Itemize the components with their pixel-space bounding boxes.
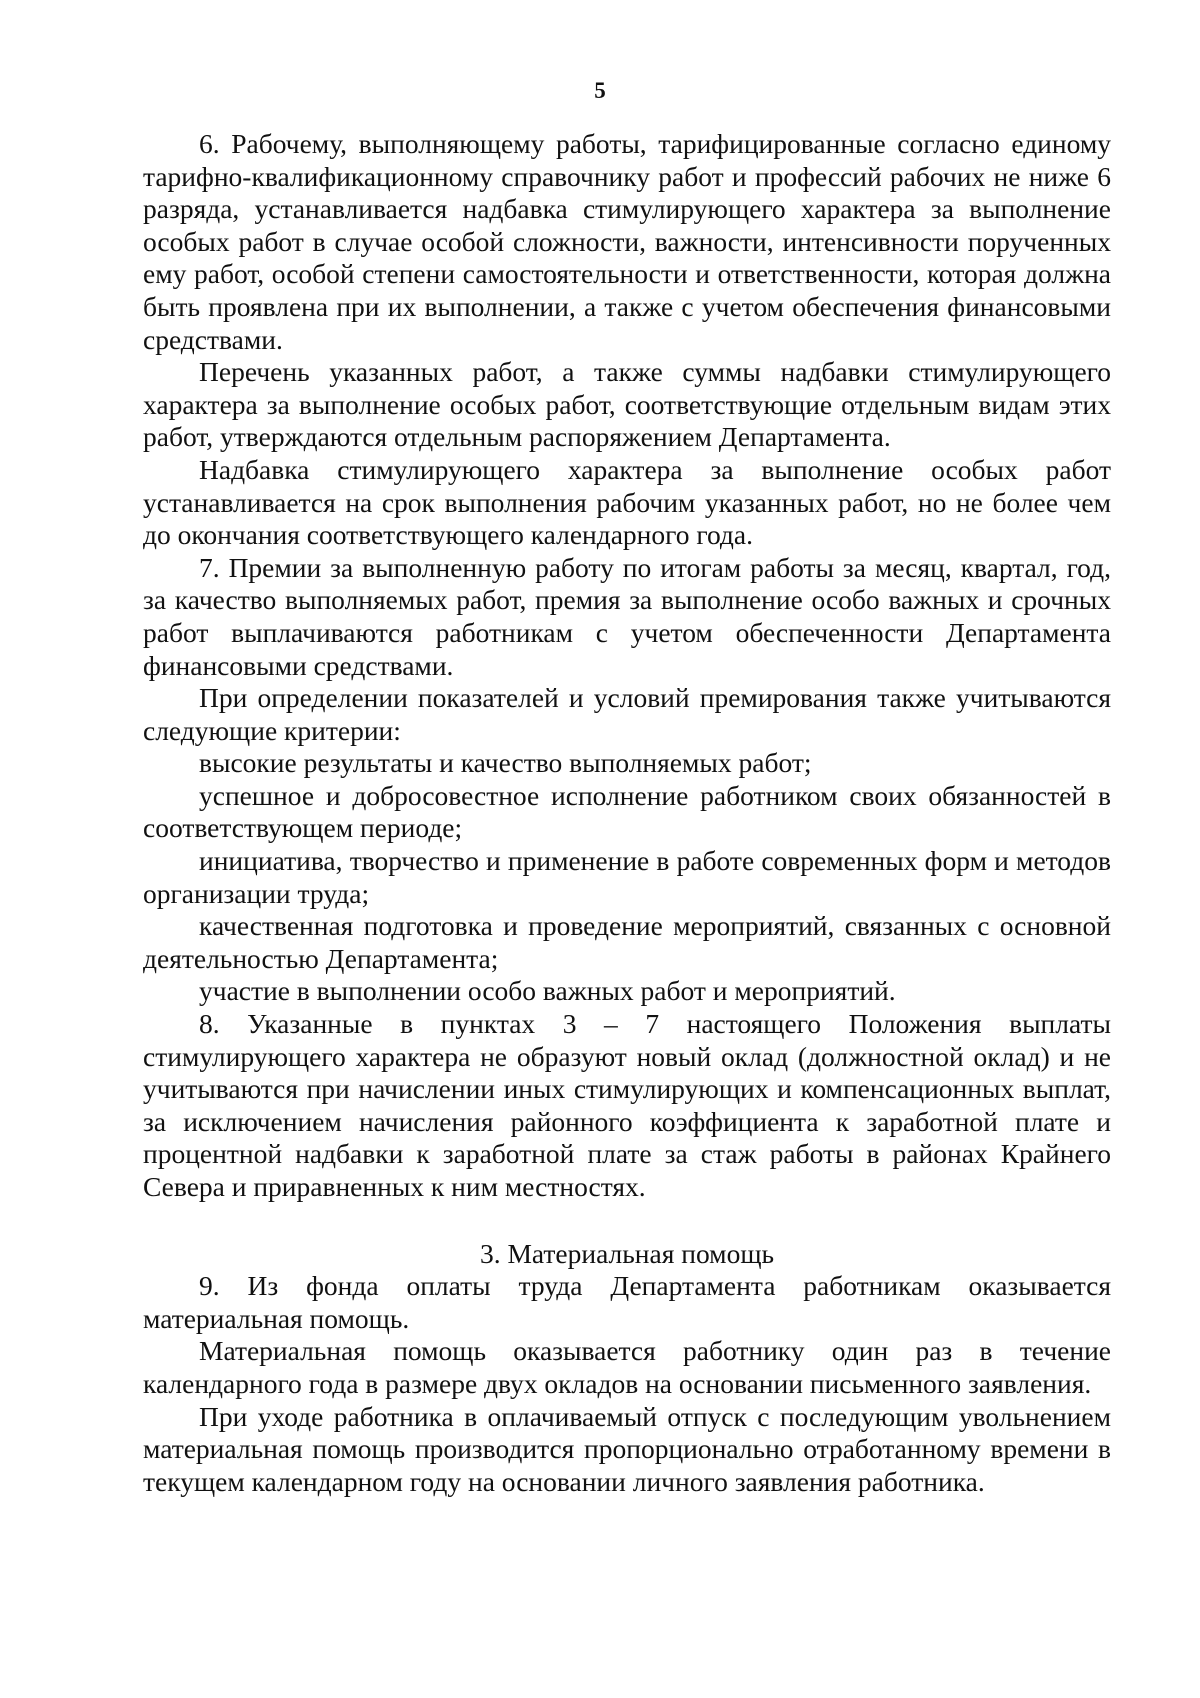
paragraph-item-7: 7. Премии за выполненную работу по итогам работы за месяц, квартал, год, за качество выполняемых работ, премия за выполнение особо важных и срочных работ выплачиваются работникам с учетом обеспеченности Департамента финансовыми средствами. xyxy=(143,551,1111,681)
paragraph-item-8: 8. Указанные в пунктах 3 – 7 настоящего Положения выплаты стимулирующего характера не образуют новый оклад (должностной оклад) и не учитываются при начислении иных стимулирующих и компенсационных выплат, за исключением начисления районного коэффициента к заработной плате и процентной надбавки к заработной плате за стаж работы в районах Крайнего Севера и приравненных к ним местностях. xyxy=(143,1008,1111,1202)
section-heading: 3. Материальная помощь xyxy=(479,1237,775,1269)
criterion-results: высокие результаты и качество выполняемых работ; xyxy=(199,747,812,779)
criterion-initiative: инициатива, творчество и применение в работе современных форм и методов организации труда; xyxy=(143,845,1111,909)
criterion-participation: участие в выполнении особо важных работ и мероприятий. xyxy=(199,975,896,1007)
paragraph-aid-dismissal: При уходе работника в оплачиваемый отпуск с последующим увольнением материальная помощь производится пропорционально отработанному времени в текущем календарном году на основании личного заявления работника. xyxy=(143,1400,1111,1497)
paragraph-criteria-intro: При определении показателей и условий премирования также учитываются следующие критерии: xyxy=(143,682,1111,746)
paragraph-aid-amount: Материальная помощь оказывается работнику один раз в течение календарного года в размере двух окладов на основании письменного заявления. xyxy=(143,1335,1111,1399)
document-body xyxy=(143,128,1111,1498)
page-number: 5 xyxy=(594,78,606,103)
paragraph-item-9: 9. Из фонда оплаты труда Департамента работникам оказывается материальная помощь. xyxy=(143,1270,1111,1334)
paragraph-works-list: Перечень указанных работ, а также суммы надбавки стимулирующего характера за выполнение особых работ, соответствующие отдельным видам этих работ, утверждаются отдельным распоряжением Департамента. xyxy=(143,356,1111,453)
criterion-duties: успешное и добросовестное исполнение работником своих обязанностей в соответствующем периоде; xyxy=(143,779,1111,844)
paragraph-item-6: 6. Рабочему, выполняющему работы, тарифицированные согласно единому тарифно-квалификационному справочнику работ и профессий рабочих не ниже 6 разряда, устанавливается надбавка стимулирующего характера за выполнение особых работ в случае особой сложности, важности, интенсивности порученных ему работ, особой степени самостоятельности и ответственности, которая должна быть проявлена при их выполнении, а также с учетом обеспечения финансовыми средствами. xyxy=(143,128,1111,355)
criterion-events: качественная подготовка и проведение мероприятий, связанных с основной деятельностью Департамента; xyxy=(143,910,1111,974)
paragraph-bonus-term: Надбавка стимулирующего характера за выполнение особых работ устанавливается на срок выполнения рабочим указанных работ, но не более чем до окончания соответствующего календарного года. xyxy=(143,453,1111,551)
